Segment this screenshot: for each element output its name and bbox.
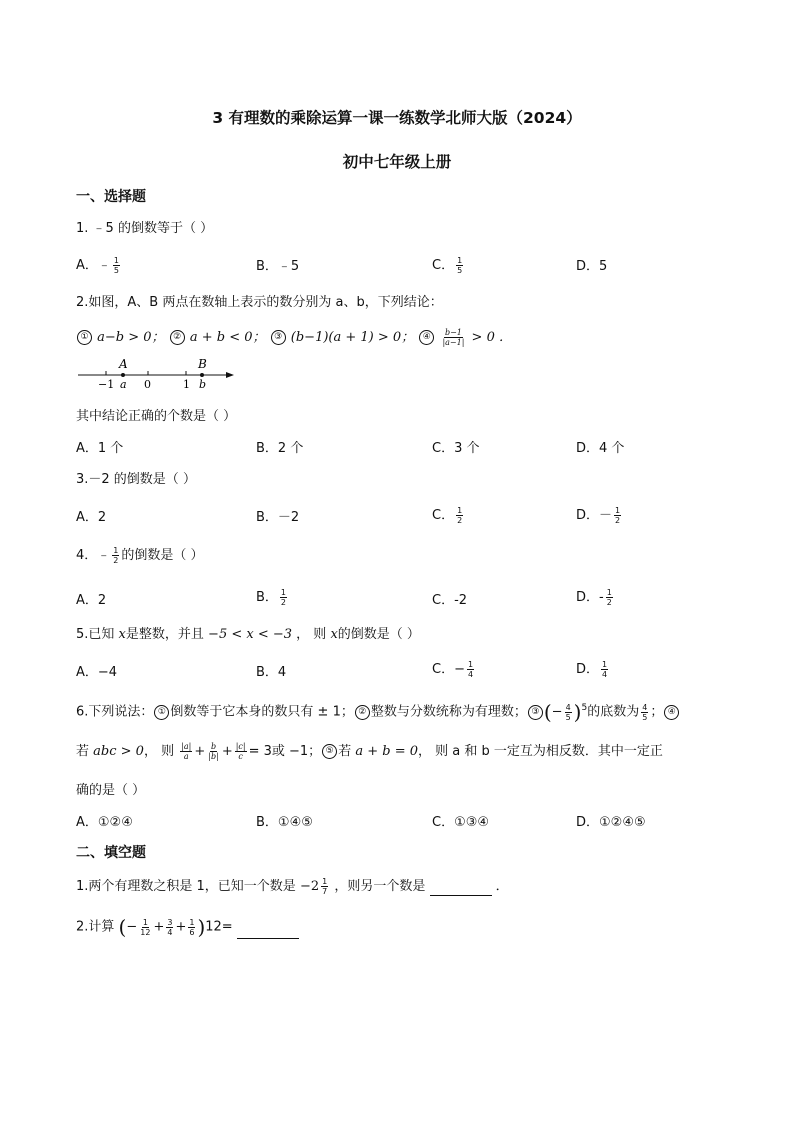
fill2-answer-blank[interactable]: [237, 923, 299, 939]
q6-line-3: 确的是（ ）: [76, 783, 146, 798]
q3-option-d: D．－ $\frac{1}{2}$: [576, 506, 621, 525]
tick-a: a: [120, 378, 127, 391]
q5-option-d: D． $\frac{1}{4}$: [576, 660, 608, 679]
label-B: B: [198, 357, 207, 371]
q3-option-b: B．－2: [256, 510, 300, 525]
q6-line-1: 6.下列说法： ① 倒数等于它本身的数只有 ± 1； ② 整数与分数统称为有理数； ③ (− $\frac{4}{5}$ )$^5$的底数为 $\frac{4}{5}$ ； ④: [76, 700, 680, 724]
q5-option-a: A．−4: [76, 665, 118, 680]
tick-one: 1: [183, 378, 190, 391]
label-A: A: [119, 357, 128, 371]
q3-option-a: A．2: [76, 510, 107, 525]
q3-option-c: C． $\frac{1}{2}$: [432, 506, 463, 525]
q6-option-a: A．①②④: [76, 815, 133, 830]
q6-option-b: B．①④⑤: [256, 815, 313, 830]
q5-stem: 5.已知 x是整数，并且 −5 < x < −3 ， 则 x的倒数是（ ）: [76, 627, 420, 642]
fill1-stem: 1.两个有理数之积是 1，已知一个数是 −2 $\frac{1}{7}$ ，则另一个数是 ．: [76, 877, 509, 896]
q4-option-a: A．2: [76, 593, 107, 608]
q3-stem: 3.－2 的倒数是（ ）: [76, 472, 196, 487]
fill2-stem: 2.计算 (− $\frac{1}{12}$ + $\frac{3}{4}$ + $\frac{1}{6}$ )12=: [76, 915, 299, 939]
q1-option-c: C． $\frac{1}{5}$: [432, 256, 463, 275]
q2-mark-1: ①: [77, 330, 92, 345]
q1-option-b: B．﹣5: [256, 259, 300, 274]
q6-line-2: 若 abc > 0， 则 $\frac{|a|}{a}$ + $\frac{b}{|b|}$ + $\frac{|c|}{c}$ = 3或 −1； ⑤ 若 a + b = 0， 则 a 和 b 一定互为相反数．其中一定正: [76, 742, 663, 761]
page-title: 3 有理数的乘除运算一课一练数学北师大版（2024）: [212, 109, 582, 127]
page-subtitle: 初中七年级上册: [342, 153, 452, 171]
q2-mark-4: ④: [419, 330, 434, 345]
q6-option-c: C．①③④: [432, 815, 490, 830]
q2-option-c: C．3 个: [432, 441, 480, 456]
point-b: [200, 373, 204, 377]
q6-option-d: D．①②④⑤: [576, 815, 646, 830]
q2-option-b: B．2 个: [256, 441, 304, 456]
q2-ask: 其中结论正确的个数是（ ）: [76, 409, 237, 424]
section-heading-fill: 二、填空题: [76, 845, 146, 861]
number-line-arrow: [226, 372, 234, 378]
q4-option-c: C．-2: [432, 593, 468, 608]
tick-zero: 0: [144, 378, 151, 391]
q5-option-b: B．4: [256, 665, 287, 680]
section-heading-choice: 一、选择题: [76, 189, 146, 205]
q1-option-d: D．5: [576, 259, 608, 274]
q2-option-a: A．1 个: [76, 441, 124, 456]
q2-mark-3: ③: [271, 330, 286, 345]
q1-stem: 1. ﹣5 的倒数等于（ ）: [76, 221, 214, 236]
q4-option-b: B． $\frac{1}{2}$: [256, 588, 287, 607]
q2-stem: 2.如图，A、B 两点在数轴上表示的数分别为 a、b，下列结论：: [76, 295, 443, 310]
q2-mark-2: ②: [170, 330, 185, 345]
q2-option-d: D．4 个: [576, 441, 625, 456]
tick-minus-one: −1: [98, 378, 115, 391]
q4-option-d: D．- $\frac{1}{2}$: [576, 588, 612, 607]
q5-option-c: C．− $\frac{1}{4}$: [432, 660, 474, 679]
point-a: [121, 373, 125, 377]
q4-stem: 4．﹣ $\frac{1}{2}$ 的倒数是（ ）: [76, 546, 204, 565]
q2-conclusions: ① a−b > 0； ② a + b < 0； ③ (b−1)(a + 1) > 0； ④ $\frac{b-1}{|a-1|}$ > 0 ．: [76, 326, 512, 347]
number-line-figure: [76, 357, 246, 393]
q1-option-a: A．﹣ $\frac{1}{5}$: [76, 256, 119, 275]
fill1-answer-blank[interactable]: [430, 880, 492, 896]
tick-b: b: [199, 378, 207, 391]
